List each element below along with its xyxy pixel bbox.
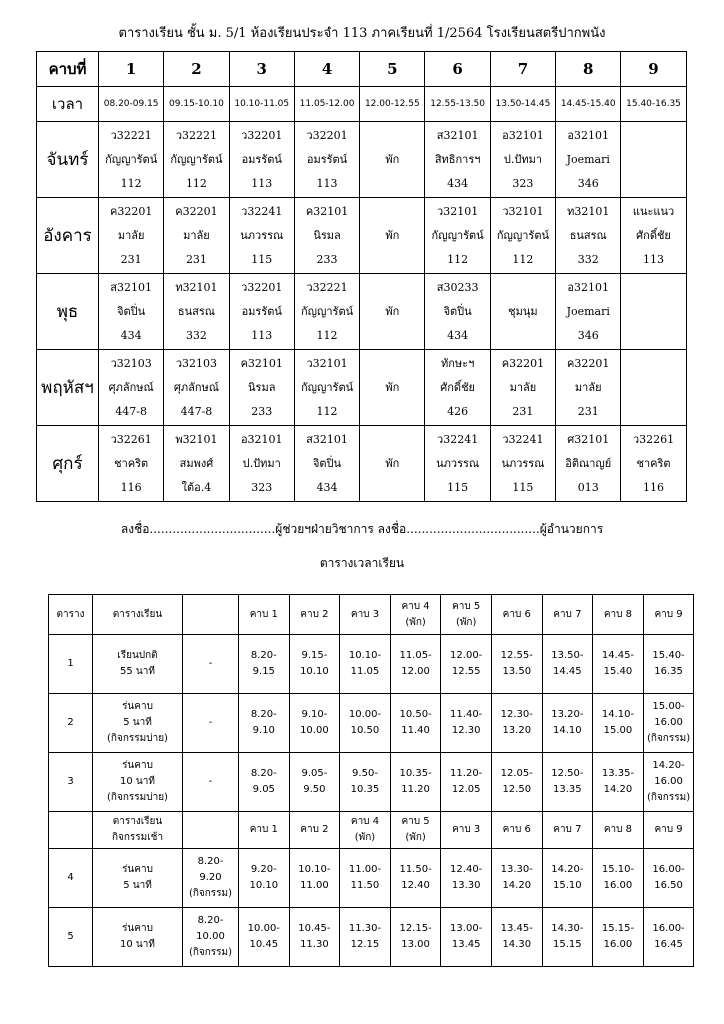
class-timetable	[36, 51, 687, 502]
period-table-cell: คาบ 9	[643, 812, 694, 849]
subject-code: ว32101	[306, 356, 348, 370]
subject-code: ว32101	[437, 204, 479, 218]
class-cell	[425, 426, 490, 502]
period-table-cell: คาบ 4 (พัก)	[340, 812, 391, 849]
class-cell	[425, 350, 490, 426]
class-cell	[556, 274, 621, 350]
period-table-cell: 11.30- 12.15	[340, 908, 391, 967]
room-number: 346	[577, 176, 599, 190]
room-number: 113	[316, 176, 338, 190]
period-table-cell: 15.15- 16.00	[593, 908, 644, 967]
period-table-cell	[49, 812, 93, 849]
period-table-row	[49, 812, 694, 849]
room-number: 115	[512, 480, 534, 494]
teacher-name: นภวรรณ	[501, 456, 545, 470]
teacher-name: สมพงศ์	[179, 456, 214, 470]
room-number: 426	[447, 404, 469, 418]
time-range: 08.20-09.15	[99, 87, 164, 122]
subject-code: ค32201	[567, 356, 610, 370]
room-number: 233	[316, 252, 338, 266]
room-number: 113	[643, 252, 665, 266]
period-table-cell: ร่นคาบ 10 นาที (กิจกรรมบ่าย)	[93, 753, 183, 812]
period-table-cell: -	[183, 635, 239, 694]
period-table-cell: 13.50- 14.45	[542, 635, 593, 694]
class-cell	[99, 350, 164, 426]
teacher-name: จิตปิ่น	[312, 456, 342, 470]
class-cell	[294, 274, 359, 350]
period-label: คาบที่	[37, 52, 99, 87]
class-cell	[294, 350, 359, 426]
class-cell	[425, 122, 490, 198]
subject-code: ว32221	[175, 128, 218, 142]
subject-code: ค32101	[305, 204, 349, 218]
room-number: 112	[512, 252, 534, 266]
teacher-name: มาลัย	[574, 380, 602, 394]
subject-code: ว32241	[241, 204, 283, 218]
teacher-name: Joemari	[566, 304, 610, 318]
subject-code: อ32101	[240, 432, 283, 446]
teacher-name: จิตปิ่น	[443, 304, 472, 318]
period-table-cell: 12.50- 13.35	[542, 753, 593, 812]
room-number: 231	[512, 404, 534, 418]
subject-code: ชุมนุม	[508, 304, 538, 318]
period-number: 6	[425, 52, 490, 87]
period-table-cell: 10.10- 11.00	[289, 849, 340, 908]
teacher-name: ชาคริต	[114, 456, 149, 470]
room-number: 113	[251, 176, 273, 190]
subject-code: ว32201	[241, 280, 283, 294]
class-cell	[229, 198, 294, 274]
period-number: 8	[556, 52, 621, 87]
period-table-cell: ร่นคาบ 5 นาที (กิจกรรมบ่าย)	[93, 694, 183, 753]
day-row	[37, 350, 687, 426]
subject-code: ท32101	[175, 280, 218, 294]
class-cell	[360, 274, 425, 350]
period-table-cell: 14.20- 15.10	[542, 849, 593, 908]
period-number: 7	[490, 52, 555, 87]
period-table-cell: คาบ 1	[239, 595, 290, 635]
period-table-cell: 15.00- 16.00 (กิจกรรม)	[643, 694, 694, 753]
class-cell	[229, 350, 294, 426]
period-table-cell: 8.20- 10.00 (กิจกรรม)	[183, 908, 239, 967]
subject-code: ว32201	[306, 128, 348, 142]
time-range: 12.00-12.55	[360, 87, 425, 122]
class-cell	[621, 122, 686, 198]
period-table-cell: -	[183, 753, 239, 812]
subject-code: พ32101	[175, 432, 218, 446]
room-number: 332	[577, 252, 599, 266]
period-table-row	[49, 753, 694, 812]
period-table-cell: 12.30- 13.20	[491, 694, 542, 753]
period-table-cell: 11.50- 12.40	[390, 849, 441, 908]
subject-code: ท32101	[567, 204, 610, 218]
teacher-name: ชาคริต	[636, 456, 671, 470]
class-cell	[164, 122, 229, 198]
class-cell	[229, 122, 294, 198]
period-table-cell: 12.40- 13.30	[441, 849, 492, 908]
teacher-name: Joemari	[566, 152, 610, 166]
period-table-cell: 9.05- 9.50	[289, 753, 340, 812]
room-number: 447-8	[115, 404, 147, 418]
room-number: 112	[316, 328, 338, 342]
room-number: 113	[251, 328, 273, 342]
period-table-cell: 14.10- 15.00	[593, 694, 644, 753]
time-row	[37, 87, 687, 122]
class-cell	[99, 198, 164, 274]
period-table-row	[49, 908, 694, 967]
class-cell	[490, 350, 555, 426]
period-table-cell: ตารางเรียน	[93, 595, 183, 635]
class-cell	[99, 274, 164, 350]
period-table-cell: 16.00- 16.45	[643, 908, 694, 967]
class-cell	[294, 198, 359, 274]
period-table-cell: 12.00- 12.55	[441, 635, 492, 694]
teacher-name: อมรรัตน์	[241, 304, 282, 318]
class-cell	[360, 426, 425, 502]
room-number: 116	[643, 480, 665, 494]
time-range: 13.50-14.45	[490, 87, 555, 122]
period-table-cell: 16.00- 16.50	[643, 849, 694, 908]
subject-code: ว32221	[306, 280, 348, 294]
period-table-cell: -	[183, 694, 239, 753]
room-number: 332	[185, 328, 207, 342]
period-table-cell: ตาราง	[49, 595, 93, 635]
period-number: 3	[229, 52, 294, 87]
class-cell	[294, 122, 359, 198]
day-row	[37, 426, 687, 502]
period-table-cell: คาบ 3	[340, 595, 391, 635]
room-number: 013	[577, 480, 599, 494]
period-table-cell: 9.15- 10.10	[289, 635, 340, 694]
subject-code: ค32101	[240, 356, 283, 370]
period-table-cell: ตารางเรียน กิจกรรมเช้า	[93, 812, 183, 849]
period-table-cell: 10.45- 11.30	[289, 908, 340, 967]
class-cell	[164, 350, 229, 426]
subject-code: อ32101	[567, 128, 610, 142]
period-table-cell: คาบ 2	[289, 812, 340, 849]
room-number: ใต้อ.4	[181, 480, 212, 494]
teacher-name: มาลัย	[117, 228, 145, 242]
period-table-cell: 13.00- 13.45	[441, 908, 492, 967]
teacher-name: ป.ปัทมา	[242, 456, 281, 470]
period-table-cell: 12.05- 12.50	[491, 753, 542, 812]
room-number: 112	[316, 404, 338, 418]
day-name: พฤหัสฯ	[37, 350, 99, 426]
teacher-name: กัญญารัตน์	[431, 228, 484, 242]
time-range: 14.45-15.40	[556, 87, 621, 122]
class-cell	[621, 426, 686, 502]
period-table-cell: คาบ 7	[542, 812, 593, 849]
period-table-cell: 12.15- 13.00	[390, 908, 441, 967]
subject-code: ว32103	[175, 356, 218, 370]
period-table-cell: 10.35- 11.20	[390, 753, 441, 812]
teacher-name: กัญญารัตน์	[105, 152, 158, 166]
teacher-name: มาลัย	[509, 380, 537, 394]
period-table-cell: 11.40- 12.30	[441, 694, 492, 753]
subject-code: ศ32101	[567, 432, 610, 446]
subject-code: ว32261	[110, 432, 152, 446]
period-table-row	[49, 694, 694, 753]
period-header-row	[37, 52, 687, 87]
period-table-cell: 14.20- 16.00 (กิจกรรม)	[643, 753, 694, 812]
period-table-title: ตารางเวลาเรียน	[319, 556, 405, 570]
class-cell	[360, 122, 425, 198]
period-table-cell: คาบ 4 (พัก)	[390, 595, 441, 635]
period-table-cell: 11.20- 12.05	[441, 753, 492, 812]
period-table-cell: 11.00- 11.50	[340, 849, 391, 908]
period-table-cell	[183, 595, 239, 635]
teacher-name: อิติณาญย์	[565, 456, 612, 470]
period-table-cell: 13.30- 14.20	[491, 849, 542, 908]
teacher-name: มาลัย	[183, 228, 210, 242]
class-cell	[556, 350, 621, 426]
subject-code: ส30233	[436, 280, 479, 294]
room-number: 115	[251, 252, 273, 266]
period-table-cell: 8.20- 9.05	[239, 753, 290, 812]
period-table-cell: 2	[49, 694, 93, 753]
period-table-cell: 8.20- 9.15	[239, 635, 290, 694]
day-name: พุธ	[37, 274, 99, 350]
period-table-cell: 9.10- 10.00	[289, 694, 340, 753]
teacher-name: ศักดิ์ชัย	[440, 380, 475, 394]
period-table-cell: คาบ 8	[593, 812, 644, 849]
time-range: 11.05-12.00	[294, 87, 359, 122]
period-table-cell: 8.20- 9.20 (กิจกรรม)	[183, 849, 239, 908]
period-table-cell: 3	[49, 753, 93, 812]
subject-code: พัก	[385, 228, 400, 242]
period-table-cell: 10.00- 10.50	[340, 694, 391, 753]
teacher-name: นิรมล	[248, 380, 276, 394]
class-cell	[99, 426, 164, 502]
teacher-name: นภวรรณ	[240, 228, 284, 242]
teacher-name: ธนสรณ	[177, 304, 215, 318]
class-cell	[621, 350, 686, 426]
class-cell	[425, 274, 490, 350]
period-table-cell: คาบ 1	[239, 812, 290, 849]
teacher-name: สิทธิการฯ	[434, 152, 481, 166]
subject-code: อ32101	[567, 280, 610, 294]
day-row	[37, 122, 687, 198]
class-cell	[490, 198, 555, 274]
class-cell	[621, 198, 686, 274]
room-number: 434	[316, 480, 338, 494]
class-cell	[556, 198, 621, 274]
class-cell	[425, 198, 490, 274]
period-table-cell: คาบ 6	[491, 812, 542, 849]
class-cell	[360, 198, 425, 274]
teacher-name: นิรมล	[313, 228, 341, 242]
period-table-cell: 1	[49, 635, 93, 694]
room-number: 434	[447, 328, 469, 342]
class-cell	[164, 198, 229, 274]
teacher-name: ศักดิ์ชัย	[636, 228, 671, 242]
period-table-cell: 15.10- 16.00	[593, 849, 644, 908]
period-number: 4	[294, 52, 359, 87]
period-table-cell: 5	[49, 908, 93, 967]
period-table-cell	[183, 812, 239, 849]
subject-code: ทักษะฯ	[441, 356, 475, 370]
teacher-name: กัญญารัตน์	[170, 152, 223, 166]
period-number: 1	[99, 52, 164, 87]
period-table-cell: คาบ 8	[593, 595, 644, 635]
room-number: 116	[120, 480, 142, 494]
period-table-cell: ร่นคาบ 10 นาที	[93, 908, 183, 967]
teacher-name: นภวรรณ	[436, 456, 480, 470]
room-number: 115	[447, 480, 469, 494]
room-number: 231	[185, 252, 207, 266]
room-number: 112	[447, 252, 469, 266]
period-table-cell: คาบ 2	[289, 595, 340, 635]
subject-code: ส32101	[110, 280, 152, 294]
class-cell	[556, 122, 621, 198]
time-range: 15.40-16.35	[621, 87, 686, 122]
day-row	[37, 274, 687, 350]
subject-code: ว32101	[502, 204, 544, 218]
period-table-cell: 9.20- 10.10	[239, 849, 290, 908]
period-table-cell: 10.00- 10.45	[239, 908, 290, 967]
time-range: 09.15-10.10	[164, 87, 229, 122]
room-number: 434	[447, 176, 469, 190]
class-cell	[556, 426, 621, 502]
day-row	[37, 198, 687, 274]
period-table-cell: คาบ 9	[643, 595, 694, 635]
day-name: ศุกร์	[37, 426, 99, 502]
subject-code: ค32201	[109, 204, 153, 218]
subject-code: ว32241	[437, 432, 479, 446]
subject-code: ว32201	[241, 128, 283, 142]
period-table-cell: ร่นคาบ 5 นาที	[93, 849, 183, 908]
class-cell	[164, 426, 229, 502]
room-number: 434	[120, 328, 142, 342]
day-name: อังคาร	[37, 198, 99, 274]
class-cell	[164, 274, 229, 350]
subject-code: ว32241	[502, 432, 544, 446]
teacher-name: กัญญารัตน์	[300, 304, 354, 318]
room-number: 112	[185, 176, 207, 190]
class-cell	[621, 274, 686, 350]
room-number: 323	[251, 480, 273, 494]
subject-code: พัก	[385, 152, 400, 166]
period-table-cell: 10.10- 11.05	[340, 635, 391, 694]
subject-code: ส32101	[436, 128, 479, 142]
class-cell	[99, 122, 164, 198]
teacher-name: ธนสรณ	[569, 228, 607, 242]
period-table-cell: 11.05- 12.00	[390, 635, 441, 694]
teacher-name: กัญญารัตน์	[496, 228, 549, 242]
teacher-name: กัญญารัตน์	[300, 380, 354, 394]
teacher-name: ศุภลักษณ์	[108, 380, 154, 394]
teacher-name: ศุภลักษณ์	[173, 380, 219, 394]
room-number: 323	[512, 176, 534, 190]
class-cell	[490, 274, 555, 350]
teacher-name: อมรรัตน์	[241, 152, 282, 166]
room-number: 447-8	[180, 404, 213, 418]
room-number: 112	[120, 176, 142, 190]
period-table-row	[49, 595, 694, 635]
class-cell	[360, 350, 425, 426]
time-range: 10.10-11.05	[229, 87, 294, 122]
subject-code: ค32201	[501, 356, 545, 370]
subject-code: ว32103	[110, 356, 152, 370]
teacher-name: อมรรัตน์	[306, 152, 348, 166]
room-number: 231	[120, 252, 142, 266]
subject-code: ส32101	[306, 432, 348, 446]
class-cell	[490, 426, 555, 502]
page-title: ตารางเรียน ชั้น ม. 5/1 ห้องเรียนประจำ 113 ภาคเรียนที่ 1/2564 โรงเรียนสตรีปากพนัง	[118, 26, 606, 41]
period-number: 2	[164, 52, 229, 87]
period-table-row	[49, 635, 694, 694]
room-number: 346	[577, 328, 599, 342]
subject-code: ว32221	[110, 128, 152, 142]
period-table-cell: 14.45- 15.40	[593, 635, 644, 694]
class-cell	[229, 274, 294, 350]
period-table-cell: คาบ 3	[441, 812, 492, 849]
subject-code: พัก	[385, 304, 400, 318]
period-table-cell: 13.35- 14.20	[593, 753, 644, 812]
period-table-cell: 14.30- 15.15	[542, 908, 593, 967]
room-number: 233	[251, 404, 273, 418]
period-number: 5	[360, 52, 425, 87]
class-cell	[490, 122, 555, 198]
subject-code: ว32261	[632, 432, 675, 446]
teacher-name: ป.ปัทมา	[503, 152, 542, 166]
teacher-name: จิตปิ่น	[117, 304, 146, 318]
period-table-cell: เรียนปกติ 55 นาที	[93, 635, 183, 694]
period-table-cell: คาบ 5 (พัก)	[390, 812, 441, 849]
subject-code: แนะแนว	[632, 204, 675, 218]
signature-line: ลงชื่อ.................................ผู้ช่วยฯฝ่ายวิชาการ ลงชื่อ...................................ผู้อำนวยการ	[120, 522, 604, 536]
class-cell	[229, 426, 294, 502]
period-table-cell: 13.45- 14.30	[491, 908, 542, 967]
subject-code: อ32101	[502, 128, 544, 142]
period-table-cell: 8.20- 9.10	[239, 694, 290, 753]
subject-code: ค32201	[175, 204, 218, 218]
period-table-cell: 13.20- 14.10	[542, 694, 593, 753]
period-time-table	[48, 594, 694, 967]
day-name: จันทร์	[37, 122, 99, 198]
time-label: เวลา	[37, 87, 99, 122]
period-table-cell: คาบ 7	[542, 595, 593, 635]
period-table-cell: 15.40- 16.35	[643, 635, 694, 694]
period-number: 9	[621, 52, 686, 87]
subject-code: พัก	[385, 380, 400, 394]
room-number: 231	[577, 404, 599, 418]
period-table-cell: 10.50- 11.40	[390, 694, 441, 753]
class-cell	[294, 426, 359, 502]
period-table-cell: คาบ 5 (พัก)	[441, 595, 492, 635]
time-range: 12.55-13.50	[425, 87, 490, 122]
subject-code: พัก	[385, 456, 400, 470]
period-table-cell: คาบ 6	[491, 595, 542, 635]
period-table-cell: 12.55- 13.50	[491, 635, 542, 694]
period-table-cell: 9.50- 10.35	[340, 753, 391, 812]
period-table-row	[49, 849, 694, 908]
period-table-cell: 4	[49, 849, 93, 908]
